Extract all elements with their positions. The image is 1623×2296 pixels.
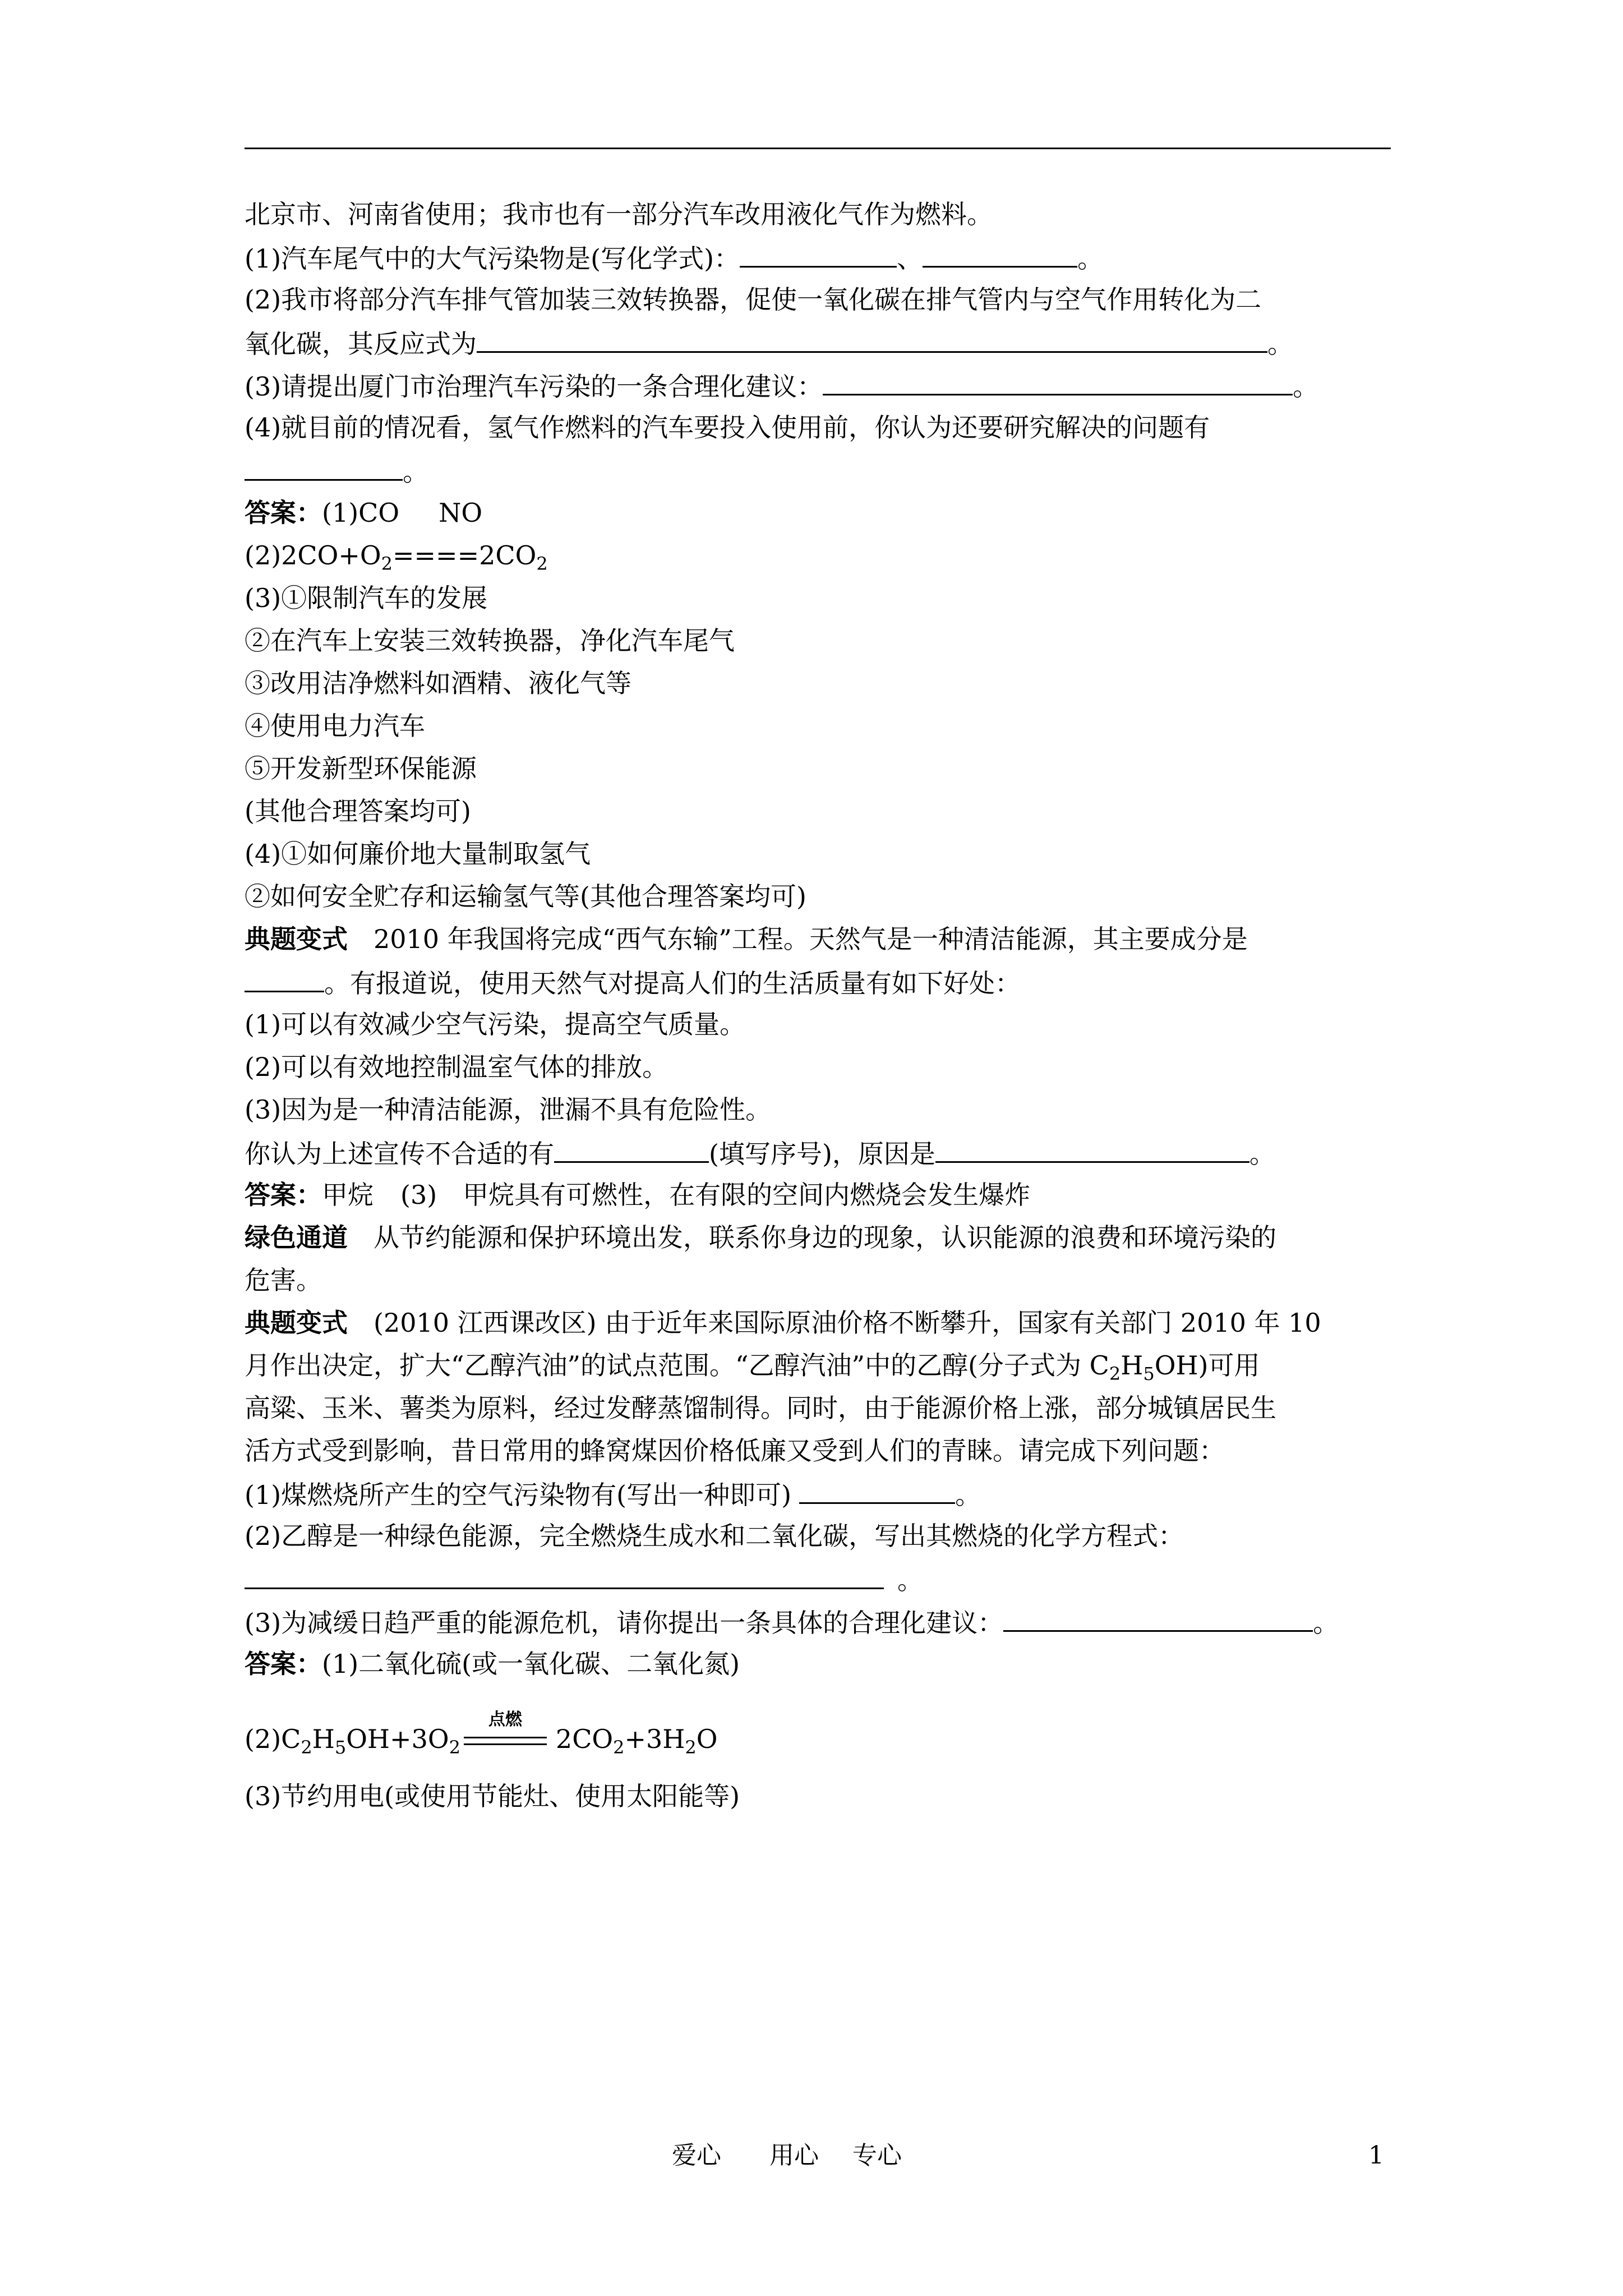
answer-blank[interactable] <box>477 325 1267 353</box>
question-2-cont: 氧化碳，其反应式为 。 <box>245 325 1394 361</box>
variant-2-q3: (3)为减缓日趋严重的能源危机，请你提出一条具体的合理化建议： 。 <box>245 1604 1394 1640</box>
question-4-cont: 。 <box>245 453 1394 489</box>
variant-1-item-1: (1)可以有效减少空气污染，提高空气质量。 <box>245 1009 746 1039</box>
answer-3-1: (3)①限制汽车的发展 <box>245 583 488 613</box>
answer-4-2: ②如何安全贮存和运输氢气等(其他合理答案均可) <box>245 881 806 912</box>
variant-2-q2-cont: 。 <box>245 1562 1394 1597</box>
footer-motto-3: 专心 <box>852 2141 902 2170</box>
variant-2-q1: (1)煤燃烧所产生的空气污染物有(写出一种即可) 。 <box>245 1476 1394 1512</box>
variant-1-question: 你认为上述宣传不合适的有 (填写序号)，原因是 。 <box>245 1135 1394 1171</box>
variant-2-q2: (2)乙醇是一种绿色能源，完全燃烧生成水和二氧化碳，写出其燃烧的化学方程式： <box>245 1521 1184 1551</box>
footer-motto-2: 用心 <box>769 2141 819 2170</box>
question-2: (2)我市将部分汽车排气管加装三效转换器，促使一氧化碳在排气管内与空气作用转化为二 <box>245 284 1262 315</box>
variant-2-line-3: 高粱、玉米、薯类为原料，经过发酵蒸馏制得。同时，由于能源价格上涨，部分城镇居民生 <box>245 1393 1276 1423</box>
answer-blank[interactable] <box>923 240 1077 268</box>
text-line: 北京市、河南省使用；我市也有一部分汽车改用液化气作为燃料。 <box>245 199 993 229</box>
variant-1-item-2: (2)可以有效地控制温室气体的排放。 <box>245 1052 668 1082</box>
answer-blank[interactable] <box>935 1135 1249 1163</box>
answer-3-2: ②在汽车上安装三效转换器，净化汽车尾气 <box>245 625 735 656</box>
variant-2: 典题变式 (2010 江西课改区) 由于近年来国际原油价格不断攀升，国家有关部门 2010 年 10 <box>245 1308 1321 1338</box>
question-3: (3)请提出厦门市治理汽车污染的一条合理化建议： 。 <box>245 368 1394 403</box>
answer-blank[interactable] <box>245 453 403 481</box>
variant-2-answer-3: (3)节约用电(或使用节能灶、使用太阳能等) <box>245 1781 740 1811</box>
variant-2-line-2: 月作出决定，扩大“乙醇汽油”的试点范围。“乙醇汽油”中的乙醇(分子式为 $C_2H_5OH$)可用 <box>245 1350 1260 1384</box>
variant-2-answer-1: 答案：(1)二氧化硫(或一氧化碳、二氧化氮) <box>245 1649 740 1679</box>
answer-3-5: ⑤开发新型环保能源 <box>245 753 477 784</box>
variant-1: 典题变式 2010 年我国将完成“西气东输”工程。天然气是一种清洁能源，其主要成分是 <box>245 924 1248 954</box>
answer-3-3: ③改用洁净燃料如酒精、液化气等 <box>245 668 631 698</box>
question-4: (4)就目前的情况看，氢气作燃料的汽车要投入使用前，你认为还要研究解决的问题有 <box>245 412 1210 443</box>
answer-4-1: (4)①如何廉价地大量制取氢气 <box>245 839 591 869</box>
page-number: 1 <box>1368 2141 1384 2170</box>
green-channel-cont: 危害。 <box>245 1265 322 1295</box>
answer-1: 答案：(1)CO NO <box>245 498 483 528</box>
answer-blank[interactable] <box>740 240 897 268</box>
answer-blank[interactable] <box>1003 1604 1313 1632</box>
question-1: (1)汽车尾气中的大气污染物是(写化学式)： 、 。 <box>245 240 1394 275</box>
answer-blank[interactable] <box>799 1476 955 1504</box>
footer-motto-1: 爱心 <box>672 2141 721 2170</box>
header-rule <box>245 148 1391 149</box>
answer-2: $(2)2CO+O_2====2CO_2$ <box>245 540 548 574</box>
variant-1-item-3: (3)因为是一种清洁能源，泄漏不具有危险性。 <box>245 1094 772 1125</box>
answer-3-6: (其他合理答案均可) <box>245 796 471 826</box>
variant-1-cont: 。有报道说，使用天然气对提高人们的生活质量有如下好处： <box>245 965 1394 1000</box>
answer-3-4: ④使用电力汽车 <box>245 711 425 741</box>
answer-blank[interactable] <box>245 1562 884 1589</box>
answer-blank[interactable] <box>823 368 1293 395</box>
variant-2-line-4: 活方式受到影响，昔日常用的蜂窝煤因价格低廉又受到人们的青睐。请完成下列问题： <box>245 1435 1225 1466</box>
reaction-condition: 点燃 <box>460 1722 550 1756</box>
green-channel: 绿色通道 从节约能源和保护环境出发，联系你身边的现象，认识能源的浪费和环境污染的 <box>245 1222 1276 1253</box>
variant-1-answer: 答案：甲烷 (3) 甲烷具有可燃性，在有限的空间内燃烧会发生爆炸 <box>245 1180 1031 1210</box>
answer-blank[interactable] <box>245 965 324 992</box>
answer-blank[interactable] <box>554 1135 709 1163</box>
variant-2-answer-2: $(2)C_2H_5OH+3O_2$ 点燃 $2CO_2+3H_2O$ <box>245 1710 718 1758</box>
